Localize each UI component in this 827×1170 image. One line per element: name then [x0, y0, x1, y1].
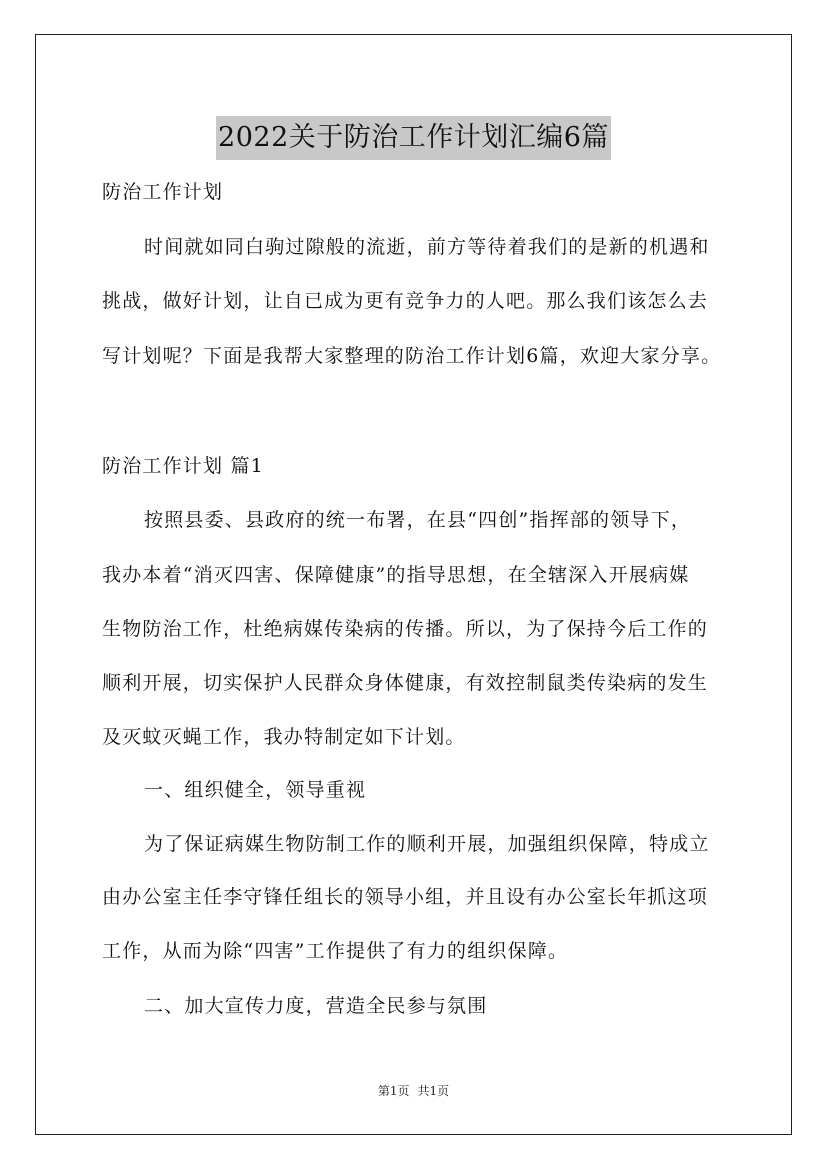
paragraph-line: 为了保证病媒生物防制工作的顺利开展，加强组织保障，特成立 [144, 833, 710, 855]
paragraph-line: 及灭蚊灭蝇工作，我办特制定如下计划。 [102, 726, 466, 748]
paragraph-line: 顺利开展，切实保护人民群众身体健康，有效控制鼠类传染病的发生 [102, 672, 709, 694]
page-footer [0, 1083, 827, 1099]
subsection-heading: 一、组织健全，领导重视 [144, 779, 367, 801]
paragraph-line: 工作，从而为除“四害”工作提供了有力的组织保障。 [102, 940, 569, 962]
page-number: 第1页 [377, 1084, 410, 1098]
title-container [0, 98, 827, 178]
paragraph-line: 写计划呢？下面是我帮大家整理的防治工作计划6篇，欢迎大家分享。 [102, 345, 722, 367]
paragraph-line: 生物防治工作，杜绝病媒传染病的传播。所以，为了保持今后工作的 [102, 618, 709, 640]
subsection-heading: 二、加大宣传力度，营造全民参与氛围 [144, 995, 488, 1017]
paragraph-line: 挑战，做好计划，让自已成为更有竞争力的人吧。那么我们该怎么去 [102, 290, 709, 312]
section-heading: 防治工作计划 [102, 181, 224, 203]
document-title: 2022关于防治工作计划汇编6篇 [216, 116, 611, 160]
paragraph-line: 我办本着“消灭四害、保障健康”的指导思想，在全辖深入开展病媒 [102, 564, 690, 586]
paragraph-line: 时间就如同白驹过隙般的流逝，前方等待着我们的是新的机遇和 [144, 236, 710, 258]
section-heading: 防治工作计划 篇1 [102, 455, 264, 477]
paragraph-line: 按照县委、县政府的统一布署，在县“四创”指挥部的领导下， [144, 509, 692, 531]
paragraph-line: 由办公室主任李守锋任组长的领导小组，并且设有办公室长年抓这项 [102, 886, 709, 908]
page-total: 共1页 [417, 1084, 450, 1098]
